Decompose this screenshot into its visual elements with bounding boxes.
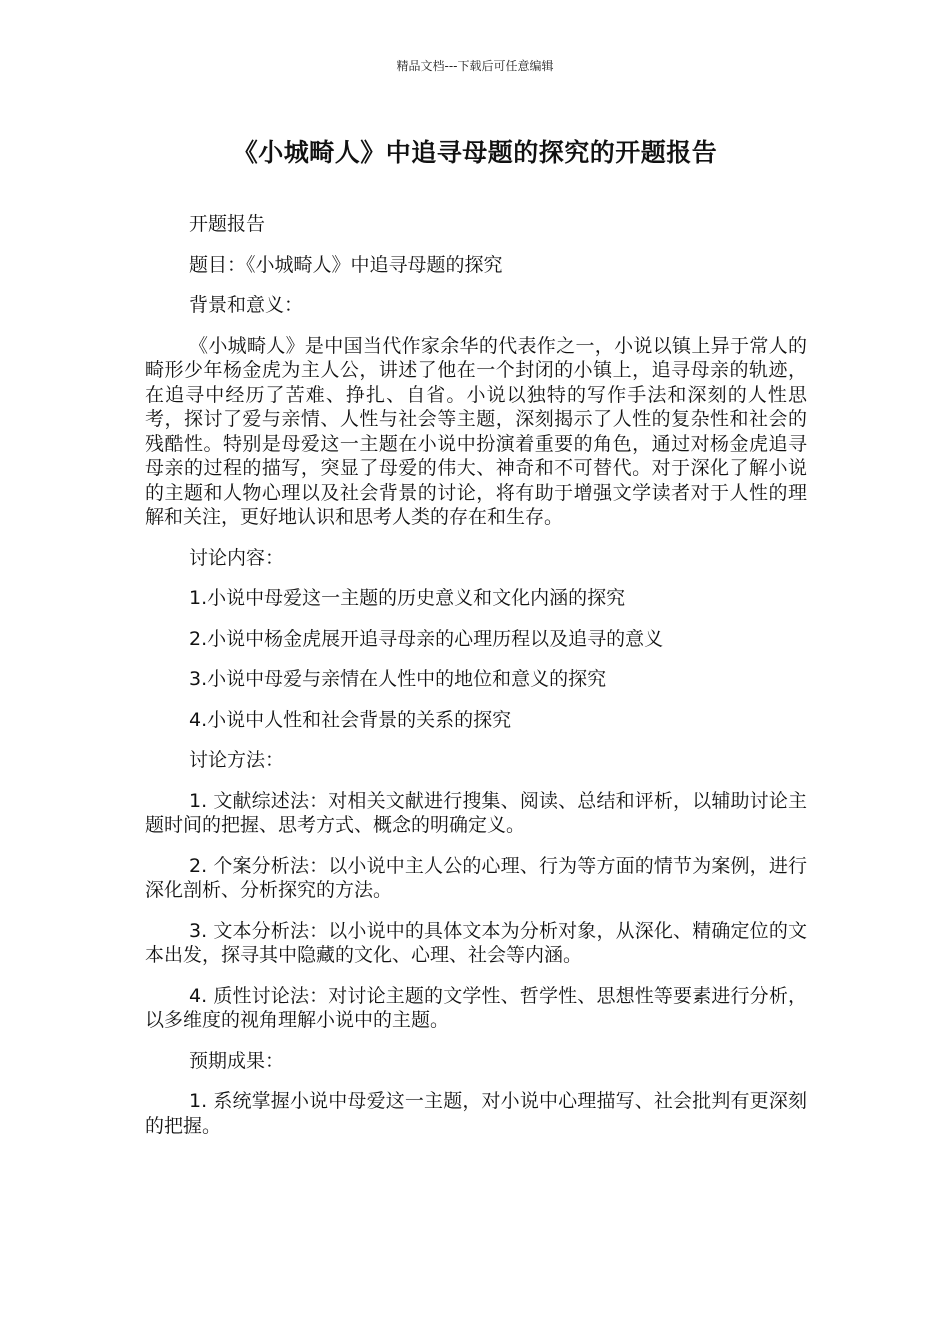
result-item: 1. 系统掌握小说中母爱这一主题，对小说中心理描写、社会批判有更深刻的把握。 [145, 1090, 807, 1137]
section-heading-content: 讨论内容： [189, 546, 285, 569]
method-item: 4. 质性讨论法：对讨论主题的文学性、哲学性、思想性等要素进行分析，以多维度的视角理解小说中的主题。 [145, 984, 807, 1031]
content-item: 2.小说中杨金虎展开追寻母亲的心理历程以及追寻的意义 [189, 627, 664, 650]
method-item: 1. 文献综述法：对相关文献进行搜集、阅读、总结和评析，以辅助讨论主题时间的把握、思考方式、概念的明确定义。 [145, 789, 807, 836]
background-paragraph: 《小城畸人》是中国当代作家余华的代表作之一，小说以镇上异于常人的畸形少年杨金虎为主人公，讲述了他在一个封闭的小镇上，追寻母亲的轨迹，在追寻中经历了苦难、挣扎、自省。小说以独特的写作手法和深刻的人性思考，探讨了爱与亲情、人性与社会等主题，深刻揭示了人性的复杂性和社会的残酷性。特别是母爱这一主题在小说中扮演着重要的角色，通过对杨金虎追寻母亲的过程的描写，突显了母爱的伟大、神奇和不可替代。对于深化了解小说的主题和人物心理以及社会背景的讨论，将有助于增强文学读者对于人性的理解和关注，更好地认识和思考人类的存在和生存。 [145, 334, 807, 528]
method-item: 3. 文本分析法：以小说中的具体文本为分析对象，从深化、精确定位的文本出发，探寻其中隐藏的文化、心理、社会等内涵。 [145, 919, 807, 966]
section-label-report: 开题报告 [189, 213, 266, 235]
document-title: 《小城畸人》中追寻母题的探究的开题报告 [232, 138, 718, 167]
section-heading-background: 背景和意义： [189, 294, 304, 316]
section-heading-methods: 讨论方法： [189, 749, 285, 771]
content-item: 4.小说中人性和社会背景的关系的探究 [189, 708, 512, 731]
content-item: 1.小说中母爱这一主题的历史意义和文化内涵的探究 [189, 587, 626, 609]
content-item: 3.小说中母爱与亲情在人性中的地位和意义的探究 [189, 668, 607, 690]
page-header: 精品文档---下载后可任意编辑 [396, 59, 554, 73]
method-item: 2. 个案分析法：以小说中主人公的心理、行为等方面的情节为案例，进行深化剖析、分析探究的方法。 [145, 854, 807, 901]
document-body [145, 212, 807, 1154]
section-heading-results: 预期成果： [189, 1049, 285, 1072]
topic-line: 题目：《小城畸人》中追寻母题的探究 [189, 253, 503, 276]
